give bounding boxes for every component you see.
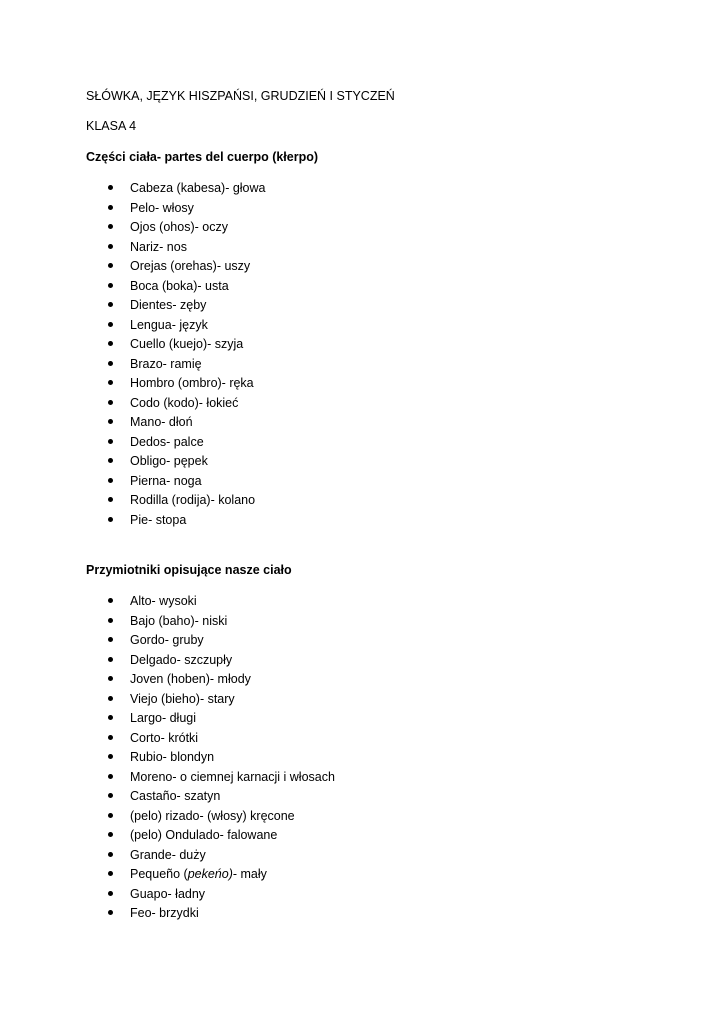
bullet-icon [108, 322, 113, 327]
bullet-icon [108, 891, 113, 896]
class-label: KLASA 4 [86, 119, 137, 133]
bullet-icon [108, 852, 113, 857]
bullet-icon [108, 302, 113, 307]
bullet-icon [108, 497, 113, 502]
bullet-icon [108, 618, 113, 623]
bullet-icon [108, 676, 113, 681]
section-heading-adjectives: Przymiotniki opisujące nasze ciało [86, 563, 292, 577]
document-page: SŁÓWKA, JĘZYK HISZPAŃSI, GRUDZIEŃ I STYCZEŃ KLASA 4 Części ciała- partes del cuerpo (kłerpo) Cabeza (kabesa)- głowa Pelo- włosy Ojos (ohos)- oczy Nariz- nos Orejas (orehas)- uszy Boca (boka)- usta Dientes- zęby Lengua- język Cuello (kuejo)- szyja Brazo- ramię Hombro (ombro)- ręka Codo (kodo)- łokieć Mano- dłoń Dedos- palce Obligo- pępek Pierna- noga Rodilla (rodija)- kolano Pie- stopa Przymiotniki opisujące nasze ciało Alto- wysoki Bajo (baho)- niski Gordo- gruby Delgado- szczupły Joven (hoben)- młody Viejo (bieho)- stary Largo- długi Corto- krótki Rubio- blondyn Moreno- o ciemnej karnacji i włosach Castaño- szatyn (pelo) rizado- (włosy) kręcone (pelo) Ondulado- falowane Grande- duży Pequeño (pekeńo)- mały Guapo- ładny Feo- brzydki [86, 89, 395, 920]
bullet-icon [108, 361, 113, 366]
bullet-icon [108, 696, 113, 701]
bullet-icon [108, 871, 113, 876]
bullet-icon [108, 774, 113, 779]
bullet-icon [108, 517, 113, 522]
bullet-icon [108, 637, 113, 642]
bullet-icon [108, 754, 113, 759]
bullet-icon [108, 478, 113, 483]
bullet-icon [108, 832, 113, 837]
bullet-icon [108, 185, 113, 190]
document-title: SŁÓWKA, JĘZYK HISZPAŃSI, GRUDZIEŃ I STYCZEŃ [86, 89, 395, 103]
bullet-icon [108, 793, 113, 798]
bullet-icon [108, 910, 113, 915]
bullet-icon [108, 341, 113, 346]
bullet-icon [108, 419, 113, 424]
bullet-icon [108, 439, 113, 444]
bullet-icon [108, 263, 113, 268]
bullet-icon [108, 458, 113, 463]
bullet-icon [108, 244, 113, 249]
bullet-icon [108, 813, 113, 818]
bullet-icon [108, 205, 113, 210]
bullet-icon [108, 283, 113, 288]
bullet-icon [108, 735, 113, 740]
bullet-icon [108, 380, 113, 385]
list-item-italic-mixed: Pequeño (pekeńo)- mały [130, 867, 267, 881]
bullet-icon [108, 715, 113, 720]
bullet-icon [108, 224, 113, 229]
bullet-icon [108, 400, 113, 405]
bullet-icon [108, 598, 113, 603]
section-heading-body-parts: Części ciała- partes del cuerpo (kłerpo) [86, 150, 319, 164]
bullet-icon [108, 657, 113, 662]
